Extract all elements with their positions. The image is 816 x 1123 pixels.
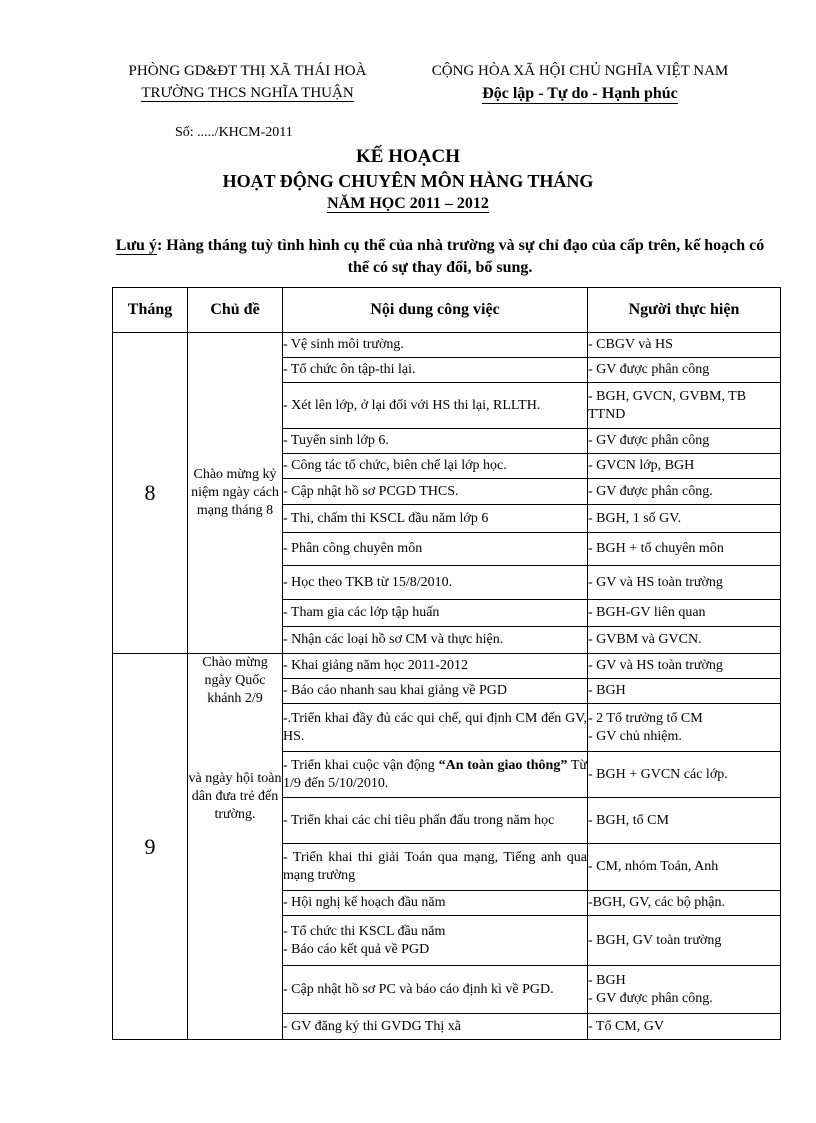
person-cell: - BGH, GV toàn trường bbox=[588, 916, 781, 966]
person-cell: -BGH, GV, các bộ phận. bbox=[588, 891, 781, 916]
note-text: : Hàng tháng tuỳ tình hình cụ thể của nhà trường và sự chỉ đạo của cấp trên, kế hoạch có thể có sự thay đổi, bổ sung. bbox=[156, 237, 765, 276]
task-cell: - Cập nhật hồ sơ PCGD THCS. bbox=[283, 479, 588, 505]
national-motto: Độc lập - Tự do - Hạnh phúc bbox=[482, 85, 678, 102]
school-name: TRƯỜNG THCS NGHĨA THUẬN bbox=[141, 85, 354, 101]
note-label: Lưu ý bbox=[115, 237, 157, 254]
person-cell: - BGH, GVCN, GVBM, TB TTND bbox=[588, 383, 781, 429]
person-cell: - BGH + tổ chuyên môn bbox=[588, 533, 781, 566]
task-cell: - Thi, chấm thi KSCL đầu năm lớp 6 bbox=[283, 505, 588, 533]
person-cell: - CBGV và HS bbox=[588, 333, 781, 358]
person-cell: - GV và HS toàn trường bbox=[588, 566, 781, 600]
person-cell: - GVBM và GVCN. bbox=[588, 627, 781, 654]
country-name: CỘNG HÒA XÃ HỘI CHỦ NGHĨA VIỆT NAM bbox=[431, 63, 729, 79]
task-cell: - Cập nhật hồ sơ PC và báo cáo định kì về PGD. bbox=[283, 966, 588, 1014]
task-cell: - Báo cáo nhanh sau khai giảng về PGD bbox=[283, 679, 588, 704]
topic-cell bbox=[188, 654, 283, 1040]
task-cell: - Tham gia các lớp tập huấn bbox=[283, 600, 588, 627]
task-cell: - Triển khai cuộc vận động “An toàn giao thông” Từ 1/9 đến 5/10/2010. bbox=[283, 752, 588, 798]
task-cell: - GV đăng ký thi GVDG Thị xã bbox=[283, 1014, 588, 1040]
national-header bbox=[400, 60, 760, 105]
month-cell: 8 bbox=[113, 333, 188, 654]
task-cell: - Học theo TKB từ 15/8/2010. bbox=[283, 566, 588, 600]
header-topic: Chủ đề bbox=[188, 288, 283, 333]
table-row bbox=[113, 654, 781, 679]
person-cell: - CM, nhóm Toán, Anh bbox=[588, 844, 781, 891]
task-cell: -.Triển khai đầy đủ các qui chế, qui định CM đến GV, HS. bbox=[283, 704, 588, 752]
topic-part-b: và ngày hội toàn dân đưa trẻ đến trường. bbox=[188, 771, 282, 822]
table-header-row bbox=[113, 288, 781, 333]
task-cell: - Tuyển sinh lớp 6. bbox=[283, 429, 588, 454]
task-cell: - Triển khai thi giải Toán qua mạng, Tiếng anh qua mạng trường bbox=[283, 844, 588, 891]
doc-subtitle: HOẠT ĐỘNG CHUYÊN MÔN HÀNG THÁNG bbox=[222, 171, 594, 191]
task-cell: - Hội nghị kế hoạch đầu năm bbox=[283, 891, 588, 916]
department-name: PHÒNG GD&ĐT THỊ XÃ THÁI HOÀ bbox=[128, 63, 367, 79]
person-cell: - GV và HS toàn trường bbox=[588, 654, 781, 679]
person-cell: - BGH, tổ CM bbox=[588, 798, 781, 844]
person-cell: - BGH + GVCN các lớp. bbox=[588, 752, 781, 798]
person-cell: - BGH, 1 số GV. bbox=[588, 505, 781, 533]
header-month: Tháng bbox=[113, 288, 188, 333]
topic-part-a: Chào mừng ngày Quốc khánh 2/9 bbox=[202, 655, 268, 706]
table-row bbox=[113, 333, 781, 358]
person-cell: - GVCN lớp, BGH bbox=[588, 454, 781, 479]
task-cell: - Nhận các loại hồ sơ CM và thực hiện. bbox=[283, 627, 588, 654]
note bbox=[115, 235, 765, 279]
header-task: Nội dung công việc bbox=[283, 288, 588, 333]
person-cell: - GV được phân công bbox=[588, 429, 781, 454]
task-cell: - Khai giảng năm học 2011-2012 bbox=[283, 654, 588, 679]
person-cell: - BGH-GV liên quan bbox=[588, 600, 781, 627]
month-cell: 9 bbox=[113, 654, 188, 1040]
topic-cell: Chào mừng kỷ niệm ngày cách mạng tháng 8 bbox=[188, 333, 283, 654]
school-year: NĂM HỌC 2011 – 2012 bbox=[327, 195, 489, 212]
document-number: Số: ...../KHCM-2011 bbox=[175, 125, 293, 140]
task-cell: - Triển khai các chỉ tiêu phấn đấu trong năm học bbox=[283, 798, 588, 844]
task-cell: - Vệ sinh môi trường. bbox=[283, 333, 588, 358]
school-header bbox=[95, 60, 400, 104]
person-cell: - 2 Tổ trưởng tổ CM - GV chủ nhiệm. bbox=[588, 704, 781, 752]
header-person: Người thực hiện bbox=[588, 288, 781, 333]
person-cell: - Tổ CM, GV bbox=[588, 1014, 781, 1040]
task-cell: - Phân công chuyên môn bbox=[283, 533, 588, 566]
task-cell: - Xét lên lớp, ở lại đối với HS thi lại, RLLTH. bbox=[283, 383, 588, 429]
person-cell: - BGH bbox=[588, 679, 781, 704]
task-cell: - Tổ chức thi KSCL đầu năm - Báo cáo kết quả về PGD bbox=[283, 916, 588, 966]
person-cell: - GV được phân công. bbox=[588, 479, 781, 505]
person-cell: - BGH - GV được phân công. bbox=[588, 966, 781, 1014]
person-cell: - GV được phân công bbox=[588, 358, 781, 383]
plan-table bbox=[112, 287, 781, 1040]
doc-title: KẾ HOẠCH bbox=[356, 146, 460, 167]
task-cell: - Tổ chức ôn tập-thi lại. bbox=[283, 358, 588, 383]
task-cell: - Công tác tổ chức, biên chế lại lớp học. bbox=[283, 454, 588, 479]
